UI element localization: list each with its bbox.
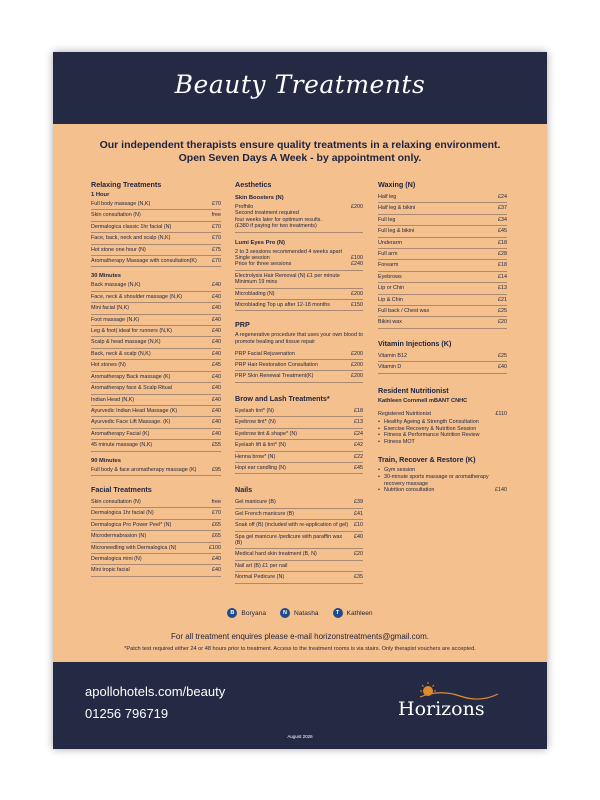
price-row <box>235 509 363 520</box>
therapist-badge: T <box>333 608 343 618</box>
treatment-name: Half leg & bikini <box>378 205 416 212</box>
treatment-price: £200 <box>351 373 363 380</box>
price-row <box>235 271 363 289</box>
treatment-price: £40 <box>212 305 221 312</box>
profhilo-name: Profhilo <box>235 204 254 210</box>
price-row <box>378 203 507 214</box>
price-row <box>91 554 221 565</box>
section-heading-vitamin: Vitamin Injections (K) <box>378 338 452 348</box>
treatment-price: £70 <box>212 258 221 265</box>
price-row <box>378 306 507 317</box>
treatment-name: Dermalogica mini (N) <box>91 555 142 562</box>
bullet-item: • Healthy Ageing & Strength Consultation <box>378 419 507 426</box>
lumi-three-name: Price for three sessions <box>235 261 292 268</box>
enquiry-text: For all treatment enquires please e-mail horizonstreatments@gmail.com. <box>170 632 429 641</box>
price-row <box>235 520 363 531</box>
treatment-name: Full body massage (N,K) <box>91 201 151 207</box>
price-row <box>378 215 507 226</box>
price-row <box>91 406 221 417</box>
price-row <box>378 260 507 271</box>
price-row <box>91 465 221 476</box>
price-row <box>91 245 221 256</box>
price-row <box>91 429 221 440</box>
profhilo-note-1: Second treatment required <box>235 210 299 217</box>
treatment-price: £200 <box>351 362 363 369</box>
treatment-price: £13 <box>498 285 507 292</box>
treatment-name: Medical hard skin treatment (B, N) <box>235 551 317 558</box>
treatment-price: £45 <box>212 362 221 369</box>
nutritionist-bullets <box>378 419 507 445</box>
treatment-price: £40 <box>212 328 221 335</box>
treatment-price: £22 <box>354 453 363 460</box>
treatment-price: £18 <box>498 239 507 246</box>
treatment-price: £110 <box>495 410 507 417</box>
website-url[interactable]: apollohotels.com/beauty <box>85 684 226 699</box>
price-row <box>91 531 221 542</box>
intro-text <box>63 139 537 165</box>
treatment-name: Foot massage (N,K) <box>91 316 140 323</box>
bullet-item: • Fitness & Performance Nutrition Review <box>378 432 507 439</box>
treatment-price: £40 <box>212 567 221 574</box>
price-row <box>235 289 363 300</box>
treatment-name: Aromatherapy face & Scalp Ritual <box>91 385 172 392</box>
price-row <box>378 362 507 373</box>
relaxing-90-list <box>91 465 221 476</box>
treatment-name: Full leg <box>378 216 396 223</box>
price-row <box>378 295 507 306</box>
price-row <box>91 199 221 210</box>
subheading-skin-boosters: Skin Boosters (N) <box>235 195 284 201</box>
treatment-name: Skin consultation (N) <box>91 212 141 219</box>
bullet-item <box>378 487 507 494</box>
price-row <box>378 238 507 249</box>
therapist-badge: B <box>227 608 237 618</box>
treatment-name: Vitamin B12 <box>378 352 407 359</box>
treatment-name: Full back / Chest wax <box>378 308 430 315</box>
treatment-price: £65 <box>212 533 221 540</box>
treatment-price: £55 <box>212 442 221 449</box>
therapist-name: Boryana <box>241 609 266 617</box>
price-row <box>91 303 221 314</box>
price-row <box>235 532 363 550</box>
treatment-price: £40 <box>212 407 221 414</box>
prp-list <box>235 349 363 383</box>
treatment-price: £40 <box>498 364 507 371</box>
price-row-nutritionist <box>378 409 507 419</box>
header-band <box>53 52 547 124</box>
treatment-name: Indian Head (N,K) <box>91 396 135 403</box>
price-row <box>91 520 221 531</box>
treatment-name: 45 minute massage (N,K) <box>91 442 153 449</box>
logo-text: Horizons <box>398 698 485 720</box>
treatment-price: £25 <box>498 308 507 315</box>
section-heading-relaxing: Relaxing Treatments <box>91 180 162 189</box>
treatment-price: £40 <box>212 316 221 323</box>
treatment-price: £10 <box>354 522 363 529</box>
price-row <box>235 463 363 474</box>
treatment-name: Eyelash lift & tint* (N) <box>235 442 286 449</box>
treatment-price: £70 <box>212 510 221 517</box>
subheading-90-minutes: 90 Minutes <box>91 457 121 464</box>
price-row <box>91 280 221 291</box>
price-row <box>235 300 363 311</box>
price-row <box>91 233 221 244</box>
treatment-price: £45 <box>354 464 363 471</box>
treatment-price: £13 <box>354 419 363 426</box>
treatment-price: £39 <box>354 499 363 506</box>
treatment-name: Back, neck & scalp (N,K) <box>91 350 151 357</box>
vitamin-list <box>378 351 507 374</box>
treatment-name: Microneedling with Dermalogica (N) <box>91 544 177 551</box>
price-row <box>91 349 221 360</box>
legend-item-boryana <box>227 608 266 618</box>
bullet-item: • Gym session <box>378 467 507 474</box>
price-row <box>91 497 221 508</box>
price-row <box>235 440 363 451</box>
treatment-name: Spa gel manicure /pedicure with paraffin wax (B) <box>235 533 343 546</box>
price-row <box>91 326 221 337</box>
section-heading-prp: PRP <box>235 320 250 330</box>
treatment-price: £40 <box>212 385 221 392</box>
treatment-name: Underarm <box>378 239 402 246</box>
treatment-name: Eyebrows <box>378 273 402 280</box>
treatment-price: £24 <box>498 194 507 200</box>
treatment-price: £37 <box>498 205 507 212</box>
treatment-price: £200 <box>351 204 363 210</box>
lumi-three-price: £240 <box>351 261 363 268</box>
section-heading-waxing: Waxing (N) <box>378 180 416 189</box>
nails-list <box>235 497 363 583</box>
treatment-name: Lip or Chin <box>378 285 405 292</box>
treatment-name: Aromatherapy Facial (K) <box>91 430 150 437</box>
treatment-price: £70 <box>212 201 221 207</box>
treatment-name: Ayurvedic Indian Head Massage (K) <box>91 407 178 414</box>
treatment-name: Forearm <box>378 262 399 269</box>
treatment-name: Soak off (B) (included with re-application of gel) <box>235 522 349 529</box>
price-row <box>91 292 221 303</box>
price-row <box>378 351 507 362</box>
therapist-name: Kathleen <box>346 609 373 617</box>
treatment-name: Registered Nutritionist <box>378 410 432 417</box>
treatment-price: £40 <box>212 430 221 437</box>
treatment-name: Ayurvedic Face Lift Massage. (K) <box>91 419 171 426</box>
treatment-price: £40 <box>212 282 221 289</box>
treatment-price: £25 <box>498 352 507 359</box>
treatment-name: Vitamin D <box>378 364 402 371</box>
treatment-name: Microblading Top up after 12-18 months <box>235 302 330 309</box>
prp-note: A regenerative procedure that uses your own blood to promote healing and tissue repair <box>235 332 363 346</box>
price-row-profhilo <box>235 202 363 233</box>
bullet-item: • Exercise Recovery & Nutrition Session <box>378 426 507 433</box>
treatment-price: £20 <box>354 551 363 558</box>
treatment-price: £40 <box>354 533 363 540</box>
bullet-item: • Fitness MOT <box>378 439 507 446</box>
patch-test-note: *Patch test required either 24 or 48 hours prior to treatment. Access to the treatment rooms is via stairs. Only therapist vouchers are accepted. <box>124 646 476 652</box>
treatment-name: Gel manicure (B) <box>235 499 276 506</box>
treatment-name: Leg & foot( ideal for runners (N,K) <box>91 328 172 335</box>
relaxing-30-list <box>91 280 221 451</box>
price-row <box>91 360 221 371</box>
treatment-price: £42 <box>354 442 363 449</box>
treatment-name: Eyelash tint* (N) <box>235 407 274 414</box>
section-heading-facial: Facial Treatments <box>91 484 152 494</box>
treatment-price: £150 <box>351 302 363 309</box>
treatment-name: Microblading (N) <box>235 290 275 297</box>
treatment-price: £45 <box>498 228 507 235</box>
column-2 <box>235 180 363 584</box>
treatment-price: £65 <box>212 521 221 528</box>
treatment-name: Henna brow* (N) <box>235 453 276 460</box>
profhilo-note-2: four weeks later for optimum results. <box>235 216 322 223</box>
price-row <box>91 395 221 406</box>
brow-list <box>235 406 363 474</box>
treatment-price: £40 <box>212 293 221 300</box>
treatment-name: Mini tropic facial <box>91 567 130 574</box>
treatment-name: Half leg <box>378 194 397 200</box>
price-row <box>235 452 363 463</box>
treatment-name: Face, neck & shoulder massage (N,K) <box>91 293 183 300</box>
treatment-name <box>235 249 346 268</box>
price-row <box>91 440 221 451</box>
treatment-name: Hopi ear candling (N) <box>235 464 286 471</box>
treatment-name: Face, back, neck and scalp (N,K) <box>91 235 171 242</box>
price-row <box>235 371 363 382</box>
treatment-price: £40 <box>212 555 221 562</box>
treatment-name: Skin consultation (N) <box>91 498 141 505</box>
price-row-lumi <box>235 247 363 271</box>
treatment-name: Hot stones (N) <box>91 362 126 369</box>
treatment-price: £40 <box>212 373 221 380</box>
treatment-price: free <box>211 498 221 505</box>
facial-list <box>91 497 221 577</box>
treatment-price: £70 <box>212 235 221 242</box>
price-row <box>235 561 363 572</box>
price-row <box>235 429 363 440</box>
treatment-name: Nail art (B) £1 per nail <box>235 562 288 569</box>
treatment-price: £24 <box>354 430 363 437</box>
price-row <box>235 406 363 417</box>
price-row <box>91 383 221 394</box>
treatment-price: £40 <box>212 350 221 357</box>
aesthetics-list <box>235 271 363 312</box>
treatment-name: PRP Facial Rejuvenation <box>235 350 295 357</box>
treatment-price: £40 <box>212 339 221 346</box>
treatment-price: £28 <box>498 251 507 258</box>
treatment-price: £95 <box>212 466 221 473</box>
treatment-name: Aromatherapy Massage with consultation(K) <box>91 258 197 265</box>
price-row <box>378 226 507 237</box>
treatment-price: £75 <box>212 246 221 253</box>
price-row <box>378 192 507 203</box>
phone-number[interactable]: 01256 796719 <box>85 706 169 721</box>
treatment-name: Dermalogica Pro Power Peel* (N) <box>91 521 172 528</box>
menu-sheet <box>53 52 547 749</box>
treatment-price: £40 <box>212 419 221 426</box>
price-row <box>91 210 221 221</box>
treatment-price: £18 <box>354 407 363 414</box>
treatment-name: Full arm <box>378 251 398 258</box>
treatment-price: £100 <box>209 544 221 551</box>
treatment-name: Aromatherapy Back massage (K) <box>91 373 171 380</box>
intro-line-2: Open Seven Days A Week - by appointment only. <box>178 152 422 164</box>
subheading-lumi-eyes: Lumi Eyes Pro (N) <box>235 239 285 246</box>
treatment-name: Dermalogica classic 1hr facial (N) <box>91 223 172 230</box>
price-row <box>91 372 221 383</box>
treatment-name: Eyebrow tint & shape* (N) <box>235 430 298 437</box>
price-row <box>91 565 221 576</box>
price-row <box>235 572 363 583</box>
column-1 <box>91 180 221 577</box>
horizons-logo <box>398 680 528 728</box>
treatment-name: Lip & Chin <box>378 296 403 303</box>
therapist-name: Natasha <box>293 609 319 617</box>
subheading-1-hour: 1 Hour <box>91 192 110 198</box>
price-row <box>235 417 363 428</box>
relaxing-hour-list <box>91 199 221 267</box>
treatment-price: £14 <box>498 273 507 280</box>
legend-item-kathleen <box>333 608 373 618</box>
treatment-name: Full body & face aromatherapy massage (K) <box>91 466 197 473</box>
treatment-price: free <box>211 212 221 219</box>
treatment-name: Scalp & head massage (N,K) <box>91 339 161 346</box>
treatment-name: Hot stone one hour (N) <box>91 246 146 253</box>
treatment-price: £20 <box>498 319 507 326</box>
treatment-name: Bikini wax <box>378 319 402 326</box>
price-row <box>235 349 363 360</box>
price-row <box>91 508 221 519</box>
price-row <box>91 543 221 554</box>
treatment-name: PRP Hair Restoration Consultation <box>235 362 318 369</box>
treatment-price: £21 <box>498 296 507 303</box>
price-row <box>91 417 221 428</box>
treatment-price: £18 <box>498 262 507 269</box>
price-row <box>235 497 363 508</box>
train-bullets <box>378 467 507 493</box>
treatment-name: Electrolysis Hair Removal (N) £1 per minute Minimum 19 mins <box>235 272 340 286</box>
lumi-single-name: Single session <box>235 255 270 262</box>
price-row <box>235 360 363 371</box>
price-row <box>378 249 507 260</box>
treatment-price: £200 <box>351 290 363 297</box>
lumi-single-price: £100 <box>351 255 363 262</box>
treatment-name: Mini facial (N,K) <box>91 305 130 312</box>
price-row <box>91 256 221 267</box>
treatment-name: Full leg & bikini <box>378 228 415 235</box>
column-3 <box>378 180 507 494</box>
section-heading-nails: Nails <box>235 485 253 495</box>
therapist-legend <box>53 608 547 618</box>
nutritionist-name: Kathleen Cornmell mBANT CNHC <box>378 397 468 404</box>
legend-item-natasha <box>280 608 319 618</box>
waxing-list <box>378 192 507 329</box>
section-heading-aesthetics: Aesthetics <box>235 180 272 189</box>
price-row <box>91 222 221 233</box>
treatment-name: Microdermabrasion (N) <box>91 533 147 540</box>
treatment-name: Normal Pedicure (N) <box>235 574 285 581</box>
page-title: Beauty Treatments <box>174 70 426 99</box>
price-row <box>378 272 507 283</box>
treatment-price: £200 <box>351 350 363 357</box>
treatment-name: Eyebrow tint* (N) <box>235 419 276 426</box>
treatment-price: £35 <box>354 574 363 581</box>
treatment-price: £41 <box>354 510 363 517</box>
subheading-30-minutes: 30 Minutes <box>91 273 121 280</box>
price-row <box>235 549 363 560</box>
treatment-price: £40 <box>212 396 221 403</box>
section-heading-brow: Brow and Lash Treatments* <box>235 393 330 403</box>
intro-line-1: Our independent therapists ensure quality treatments in a relaxing environment. <box>99 139 501 151</box>
bullet-text: • Nutrition consultation <box>384 487 435 494</box>
lumi-note: 2 to 3 sessions recommended 4 weeks apart <box>235 248 342 255</box>
treatment-name <box>235 204 326 230</box>
treatment-name: Gel French manicure (B) <box>235 510 295 517</box>
section-heading-train: Train, Recover & Restore (K) <box>378 455 476 465</box>
price-row <box>378 283 507 294</box>
therapist-badge: N <box>280 608 290 618</box>
treatment-price <box>351 249 363 268</box>
treatment-name: PRP Skin Renewal Treatment(K) <box>235 373 314 380</box>
price-row <box>91 315 221 326</box>
price-row <box>378 317 507 328</box>
treatment-price: £70 <box>212 223 221 230</box>
treatment-name: Back massage (N,K) <box>91 282 141 289</box>
bullet-price: £140 <box>495 487 507 494</box>
section-heading-nutritionist: Resident Nutritionist <box>378 385 449 395</box>
treatment-price: £34 <box>498 216 507 223</box>
bullet-item: • 30-minute sports massage or aromatherapy recovery massage <box>378 474 507 487</box>
price-row <box>91 337 221 348</box>
treatment-name: Dermalogica 1hr facial (N) <box>91 510 154 517</box>
footer-band <box>53 662 547 749</box>
issue-date: August 2026 <box>287 734 313 739</box>
profhilo-note-3: (£380 if paying for two treatments) <box>235 223 317 230</box>
